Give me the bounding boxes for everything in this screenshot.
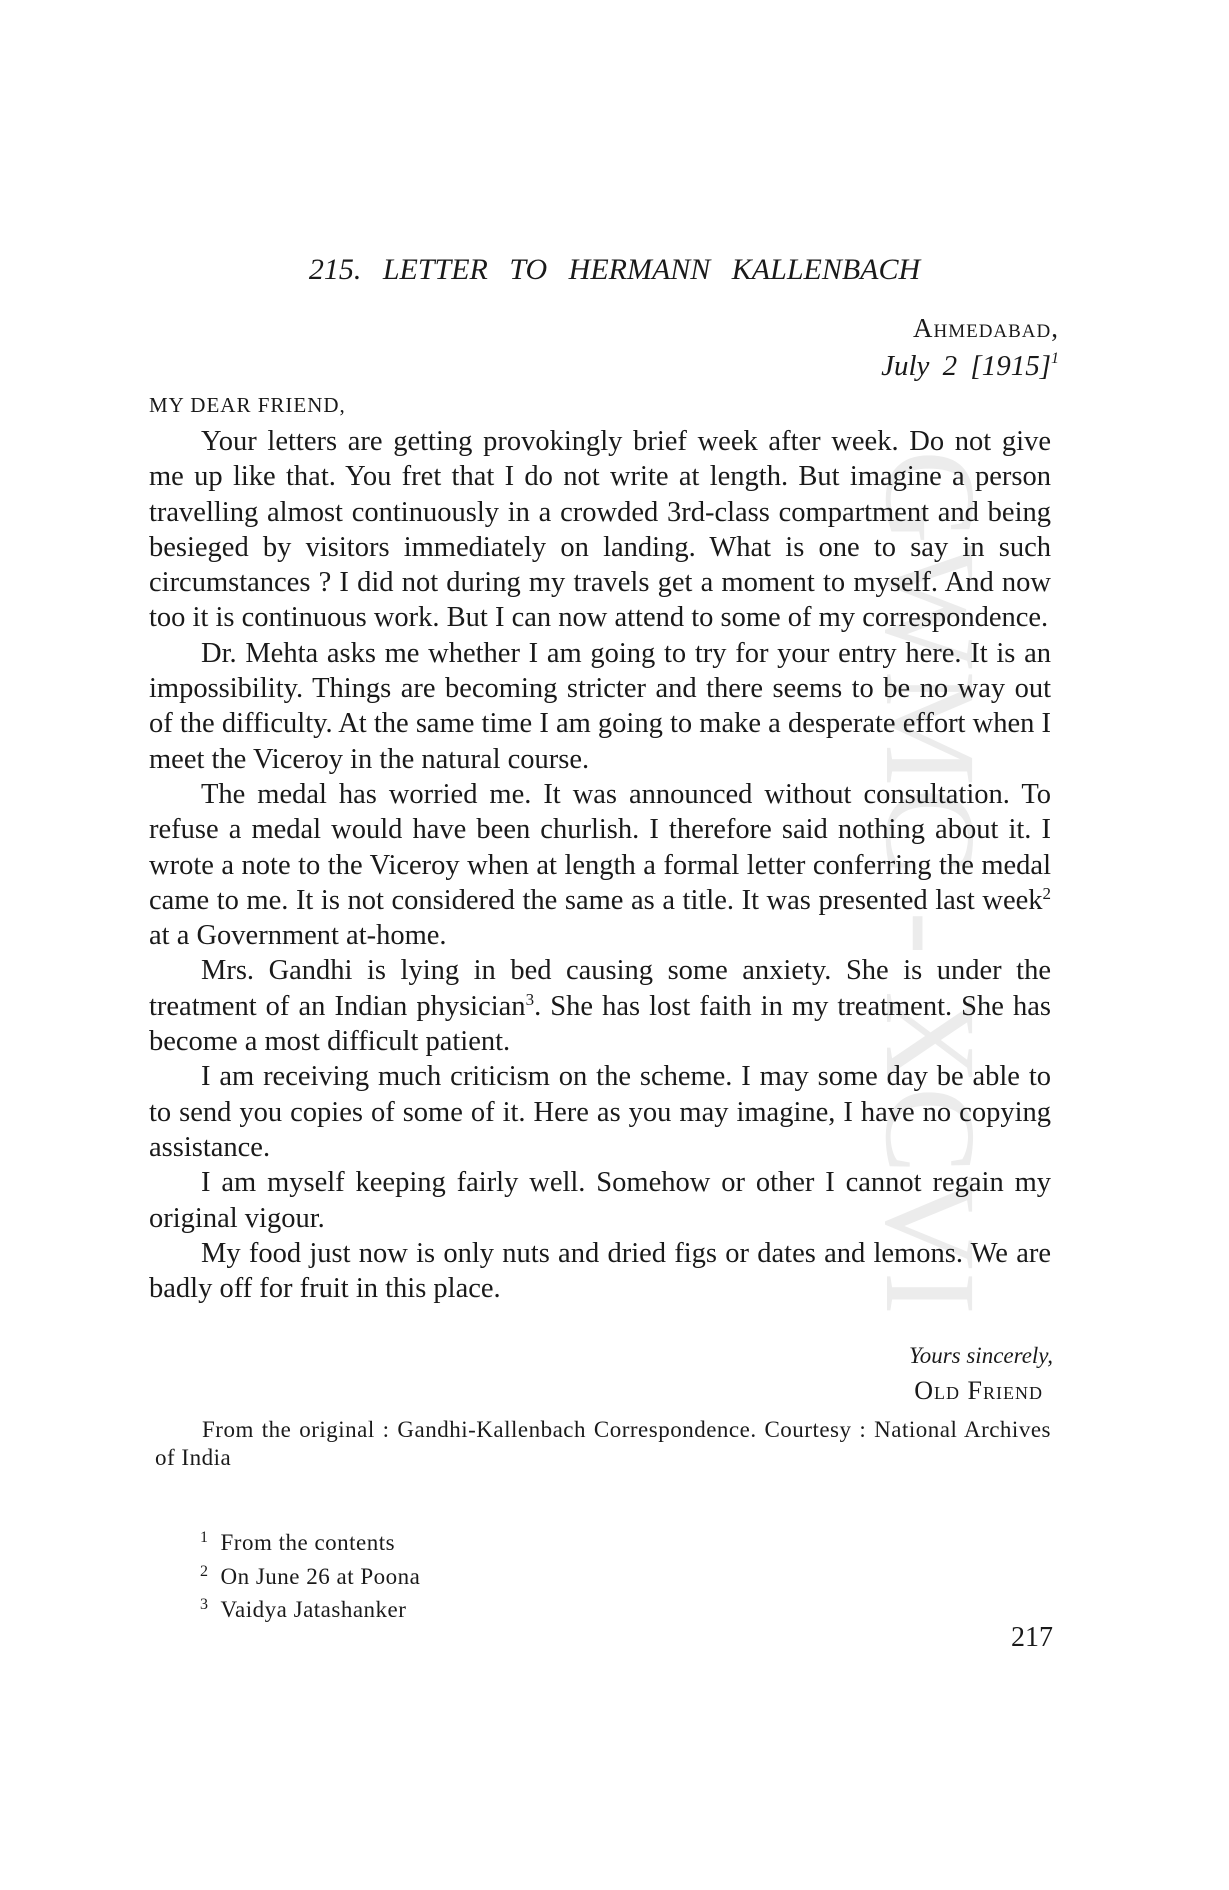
letter-date bbox=[881, 350, 1059, 383]
paragraph: I am receiving much criticism on the scheme. I may some day be able to to send you copies of some of it. Here as you may imagine, I have no copying assistance. bbox=[149, 1061, 1051, 1163]
paragraph bbox=[149, 777, 1051, 953]
paragraph: I am myself keeping fairly well. Somehow or other I cannot regain my original vigour. bbox=[149, 1167, 1051, 1234]
footnote-text: From the contents bbox=[220, 1530, 396, 1555]
footnote-ref: 3 bbox=[525, 989, 535, 1009]
paragraph: Your letters are getting provokingly brief week after week. Do not give me up like that. You fret that I do not write at length. But imagine a person travelling almost continuously in a crowded 3rd-class compartment and being besieged by visitors immediately on landing. What is one to say in such circumstances ? I did not during my travels get a moment to myself. And now too it is continuous work. But I can now attend to some of my correspondence. bbox=[149, 426, 1051, 634]
paragraph: Dr. Mehta asks me whether I am going to try for your entry here. It is an impossibility. Things are becoming stricter and there seems to be no way out of the difficulty. At the same time I am going to make a desperate effort when I meet the Viceroy in the natural course. bbox=[149, 637, 1051, 775]
letter-signature: Old Friend bbox=[914, 1376, 1043, 1405]
source-note: From the original : Gandhi-Kallenbach Correspondence. Courtesy : National Archives of India bbox=[155, 1417, 1051, 1470]
footnote-ref: 2 bbox=[1042, 883, 1051, 903]
letter-date-text: July 2 [1915] bbox=[881, 350, 1051, 382]
paragraph-text: Mrs. Gandhi is lying in bed causing some anxiety. She is under the treatment of an Indian physician bbox=[149, 955, 1051, 1022]
footnote-number: 2 bbox=[200, 1562, 209, 1580]
footnotes bbox=[200, 1524, 420, 1625]
salutation: MY DEAR FRIEND, bbox=[149, 393, 346, 417]
letter-place: Ahmedabad, bbox=[912, 313, 1059, 343]
paragraph-text: . She has lost faith in my treatment. She has become a most difficult patient. bbox=[149, 990, 1051, 1058]
footnote bbox=[200, 1524, 420, 1558]
page-number: 217 bbox=[1011, 1622, 1053, 1653]
footnote-ref: 1 bbox=[1051, 350, 1059, 367]
paragraph-text: at a Government at-home. bbox=[149, 920, 447, 952]
letter-closing: Yours sincerely, bbox=[909, 1343, 1053, 1368]
paragraph: My food just now is only nuts and dried figs or dates and lemons. We are badly off for fruit in this place. bbox=[149, 1237, 1051, 1305]
paragraph-text: The medal has worried me. It was announced without consultation. To refuse a medal would have been churlish. I therefore said nothing about it. I wrote a note to the Viceroy when at length a formal letter conferring the medal came to me. It is not considered the same as a title. It was presented last week bbox=[149, 778, 1051, 916]
footnote-text: On June 26 at Poona bbox=[220, 1563, 421, 1589]
footnote-number: 1 bbox=[200, 1529, 209, 1546]
page-title: 215. LETTER TO HERMANN KALLENBACH bbox=[308, 253, 921, 286]
watermark: GWMC - XCVI bbox=[858, 450, 1002, 1317]
footnote bbox=[200, 1558, 420, 1592]
letter-body bbox=[149, 424, 1051, 1306]
paragraph bbox=[149, 953, 1051, 1059]
footnote bbox=[200, 1591, 420, 1625]
footnote-number: 3 bbox=[200, 1596, 209, 1613]
footnote-text: Vaidya Jatashanker bbox=[220, 1597, 407, 1622]
